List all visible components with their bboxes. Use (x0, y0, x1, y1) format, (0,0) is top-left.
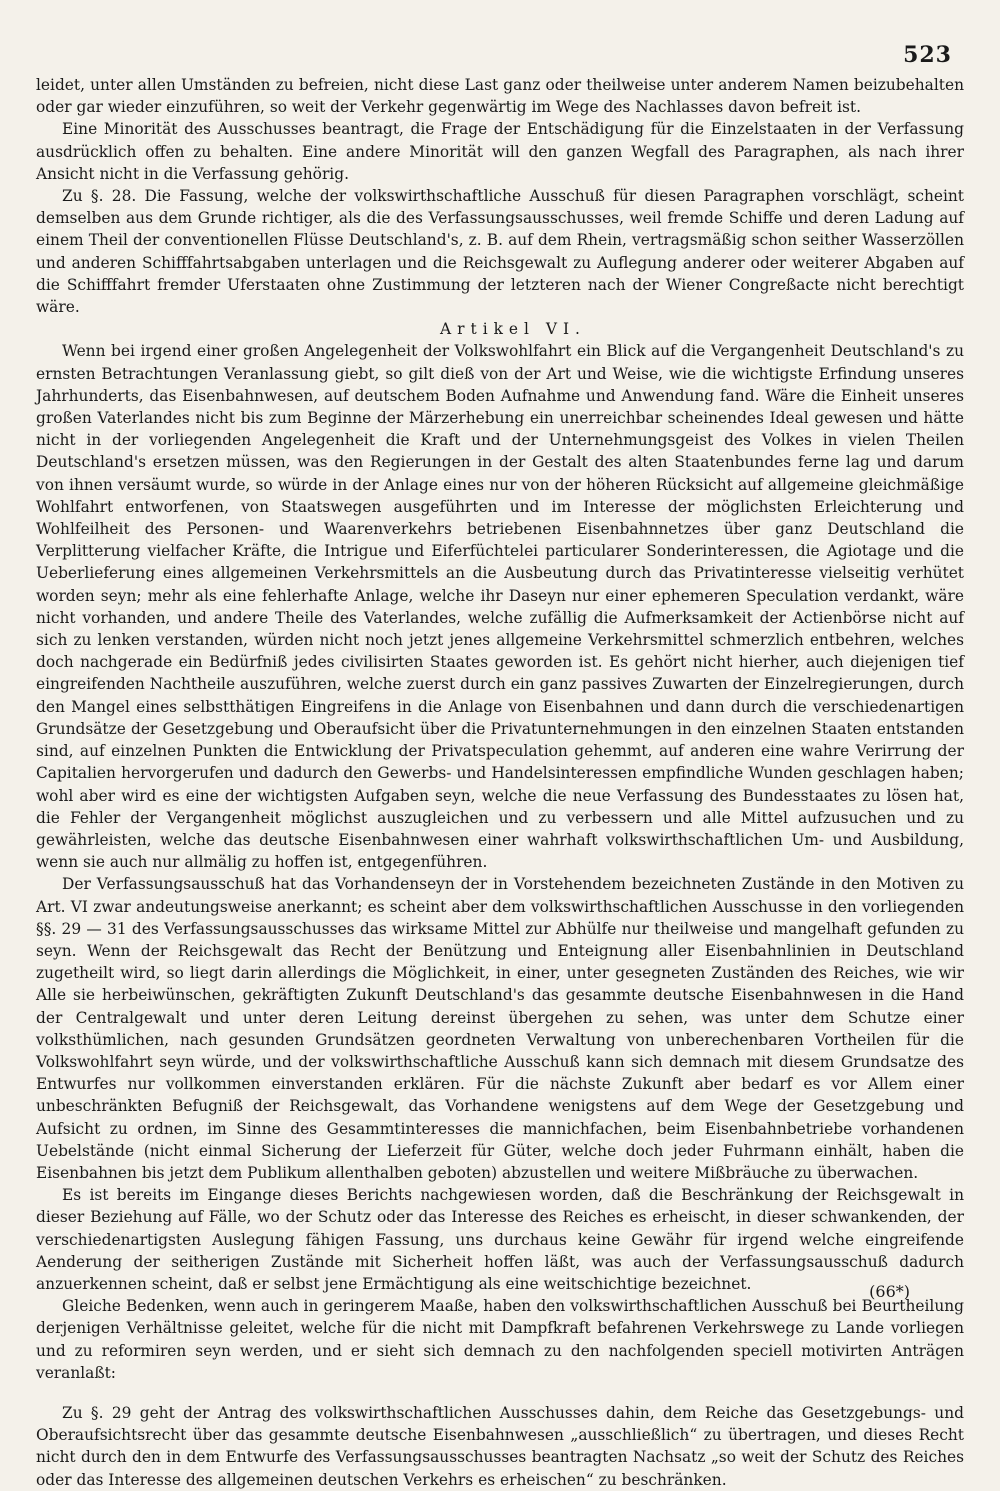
paragraph: Der Verfassungsausschuß hat das Vorhandenseyn der in Vorstehendem bezeichneten Zustände in den Motiven zu Art. VI zwar andeutungsweise anerkannt; es scheint aber dem volkswirthschaftlichen Ausschusse in den vorliegenden §§. 29 — 31 des Verfassungsausschusses das wirksame Mittel zur Abhülfe nur theilweise und mangelhaft gefunden zu seyn. Wenn der Reichsgewalt das Recht der Benützung und Enteignung aller Eisenbahnlinien in Deutschland zugetheilt wird, so liegt darin allerdings die Möglichkeit, in einer, unter gesegneten Zuständen des Reiches, wie wir Alle sie herbeiwünschen, gekräftigten Zukunft Deutschland's das gesammte deutsche Eisenbahnwesen in die Hand der Centralgewalt und unter deren Leitung dereinst übergehen zu sehen, was unter dem Schutze einer volksthümlichen, nach gesunden Grundsätzen geordneten Verwaltung von unberechenbaren Vortheilen für die Volkswohlfahrt seyn würde, und der volkswirthschaftliche Ausschuß kann sich demnach mit diesem Grundsatze des Entwurfes nur vollkommen einverstanden erklären. Für die nächste Zukunft aber bedarf es vor Allem einer unbeschränkten Befugniß der Reichsgewalt, das Vorhandene wenigstens auf dem Wege der Gesetzgebung und Aufsicht zu ordnen, im Sinne des Gesammtinteresses die mannichfachen, beim Eisenbahnbetriebe vorhandenen Uebelstände (nicht einmal Sicherung der Lieferzeit für Güter, welche doch jeder Fuhrmann einhält, haben die Eisenbahnen bis jetzt dem Publikum allenthalben geboten) abzustellen und weitere Mißbräuche zu überwachen. (36, 875, 964, 1182)
section-heading: Artikel VI. (440, 320, 586, 339)
paragraph: Es ist bereits im Eingange dieses Berichts nachgewiesen worden, daß die Beschränkung der Reichsgewalt in dieser Beziehung auf Fälle, wo der Schutz oder das Interesse des Reiches es erheischt, in dieser schwankenden, der verschiedenartigsten Auslegung fähigen Fassung, uns durchaus keine Gewähr für irgend welche eingreifende Aenderung der seitherigen Zustände mit Sicherheit hoffen läßt, was auch der Verfassungsausschuß dadurch anzuerkennen scheint, daß er selbst jene Ermächtigung als eine weitschichtige bezeichnet. (36, 1186, 964, 1293)
paragraph: Zu §. 29 geht der Antrag des volkswirthschaftlichen Ausschusses dahin, dem Reiche das Gesetzgebungs- und Oberaufsichtsrecht über das gesammte deutsche Eisenbahnwesen „ausschließlich“ zu übertragen, und dieses Recht nicht durch den in dem Entwurfe des Verfassungsausschusses beantragten Nachsatz „so weit der Schutz des Reiches oder das Interesse des allgemeinen deutschen Verkehrs es erheischen“ zu beschränken. (36, 1403, 964, 1489)
page-number: 523 (903, 42, 952, 68)
document-body (36, 74, 964, 1491)
sheet-signature: (66*) (869, 1282, 910, 1301)
paragraph: Eine Minorität des Ausschusses beantragt, die Frage der Entschädigung für die Einzelstaaten in der Verfassung ausdrücklich offen zu behalten. Eine andere Minorität will den ganzen Wegfall des Paragraphen, als nach ihrer Ansicht nicht in die Verfassung gehörig. (36, 120, 964, 183)
spacer (36, 1384, 964, 1402)
paragraph: Gleiche Bedenken, wenn auch in geringerem Maaße, haben den volkswirthschaftlichen Ausschuß bei Beurtheilung derjenigen Verhältnisse geleitet, welche für die nicht mit Dampfkraft befahrenen Verkehrswege zu Lande vorliegen und zu reformiren seyn werden, und er sieht sich demnach zu den nachfolgenden speciell motivirten Anträgen veranlaßt: (36, 1297, 964, 1382)
paragraph: leidet, unter allen Umständen zu befreien, nicht diese Last ganz oder theilweise unter anderem Namen beizubehalten oder gar wieder einzuführen, so weit der Verkehr gegenwärtig im Wege des Nachlasses davon befreit ist. (36, 76, 964, 117)
paragraph: Wenn bei irgend einer großen Angelegenheit der Volkswohlfahrt ein Blick auf die Vergangenheit Deutschland's zu ernsten Betrachtungen Veranlassung giebt, so gilt dieß von der Art und Weise, wie die wichtigste Erfindung unseres Jahrhunderts, das Eisenbahnwesen, auf deutschem Boden Aufnahme und Anwendung fand. Wäre die Einheit unseres großen Vaterlandes nicht bis zum Beginne der Märzerhebung ein unerreichbar scheinendes Ideal gewesen und hätte nicht in der vorliegenden Angelegenheit die Kraft und der Unternehmungsgeist des Volkes in vielen Theilen Deutschland's ersetzen müssen, was den Regierungen in der Gestalt des alten Staatenbundes ferne lag und darum von ihnen versäumt wurde, so würde in der Anlage eines nur von der höheren Rücksicht auf allgemeine gleichmäßige Wohlfahrt entworfenen, von Staatswegen ausgeführten und im Interesse der möglichsten Erleichterung und Wohlfeilheit des Personen- und Waarenverkehrs betriebenen Eisenbahnnetzes über ganz Deutschland die Verplitterung vielfacher Kräfte, die Intrigue und Eiferfüchtelei particularer Sonderinteressen, die Agiotage und die Ueberlieferung eines allgemeinen Verkehrsmittels an die Ausbeutung durch das Privatinteresse vielseitig verhütet worden seyn; mehr als eine fehlerhafte Anlage, welche ihr Daseyn nur einer ephemeren Speculation verdankt, wäre nicht vorhanden, und andere Theile des Vaterlandes, welche zufällig die Aufmerksamkeit der Actienbörse nicht auf sich zu lenken verstanden, würden nicht noch jetzt jenes allgemeine Verkehrsmittel schmerzlich entbehren, welches doch nachgerade ein Bedürfniß jedes civilisirten Staates geworden ist. Es gehört nicht hierher, auch diejenigen tief eingreifenden Nachtheile auszuführen, welche zuerst durch ein ganz passives Zuwarten der Einzelregierungen, durch den Mangel eines selbstthätigen Eingreifens in die Anlage von Eisenbahnen und dann durch die verschiedenartigen Grundsätze der Gesetzgebung und Oberaufsicht über die Privatunternehmungen in den einzelnen Staaten entstanden sind, auf einzelnen Punkten die Entwicklung der Privatspeculation gehemmt, auf anderen eine wahre Verirrung der Capitalien hervorgerufen und dadurch den Gewerbs- und Handelsinteressen empfindliche Wunden geschlagen haben; wohl aber wird es eine der wichtigsten Aufgaben seyn, welche die neue Verfassung des Bundesstaates zu lösen hat, die Fehler der Vergangenheit möglichst auszugleichen und zu verbessern und alle Mittel aufzusuchen und zu gewährleisten, welche das deutsche Eisenbahnwesen einer wahrhaft volkswirthschaftlichen Um- und Ausbildung, wenn sie auch nur allmälig zu hoffen ist, entgegenführen. (36, 342, 964, 872)
paragraph: Zu §. 28. Die Fassung, welche der volkswirthschaftliche Ausschuß für diesen Paragraphen vorschlägt, scheint demselben aus dem Grunde richtiger, als die des Verfassungsausschusses, weil fremde Schiffe und deren Ladung auf einem Theil der conventionellen Flüsse Deutschland's, z. B. auf dem Rhein, vertragsmäßig schon seither Wasserzöllen und anderen Schifffahrtsabgaben unterlagen und die Reichsgewalt zu Auflegung anderer oder weiterer Abgaben auf die Schifffahrt fremder Uferstaaten ohne Zustimmung der letzteren nach der Wiener Congreßacte nicht berechtigt wäre. (36, 187, 964, 317)
